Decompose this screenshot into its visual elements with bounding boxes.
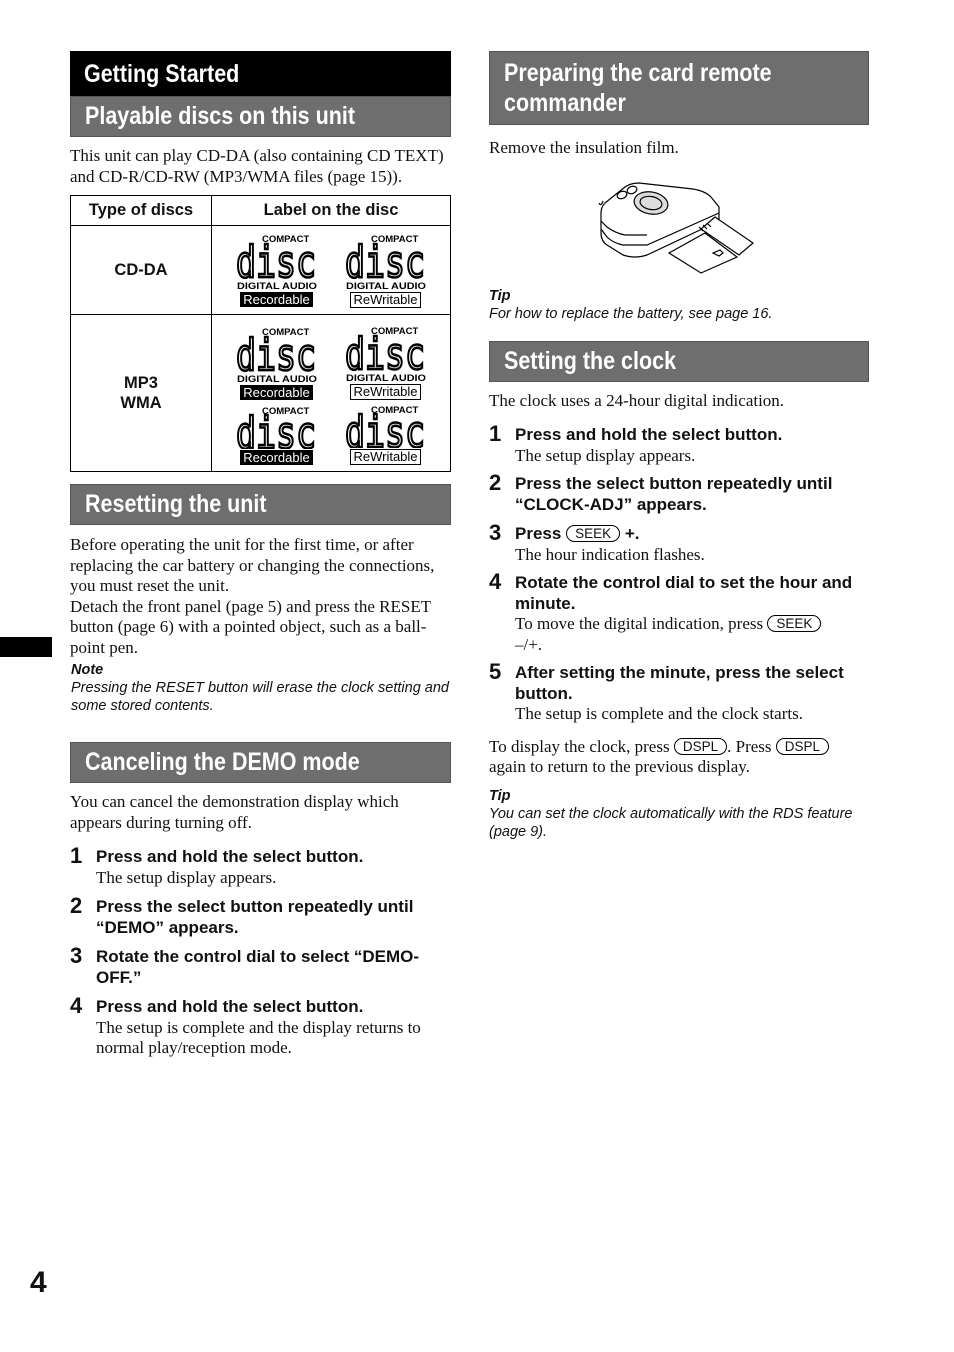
step-heading: Rotate the control dial to select “DEMO-OFF.”	[96, 947, 420, 987]
table-cell-logos	[212, 315, 451, 472]
step-number: 5	[489, 659, 502, 684]
card-remote-body: Remove the insulation film.	[489, 138, 679, 157]
recordable-label: Recordable	[240, 292, 313, 307]
compact-disc-icon	[345, 325, 427, 383]
rewritable-label: ReWritable	[350, 292, 420, 308]
table-cell-type	[71, 315, 212, 472]
note-label: Note	[71, 662, 104, 678]
table-cell-type	[71, 226, 212, 315]
svg-text:DIGITAL AUDIO: DIGITAL AUDIO	[236, 281, 317, 291]
rewritable-label: ReWritable	[350, 449, 420, 465]
card-remote-icon	[597, 173, 757, 283]
seek-key-label: SEEK	[767, 615, 821, 632]
section-tab-marker	[0, 637, 52, 657]
svg-text:disc: disc	[344, 329, 425, 380]
demo-intro: You can cancel the demonstration display which appears during turning off.	[70, 792, 399, 832]
demo-step	[70, 943, 451, 988]
step-number: 2	[70, 893, 83, 918]
disc-type-line: WMA	[120, 394, 162, 412]
cd-recordable-logo	[236, 233, 318, 307]
section-title: Getting Started	[84, 60, 240, 88]
compact-disc-icon	[236, 233, 318, 291]
section-title-bar	[70, 51, 451, 96]
table-header-type: Type of discs	[71, 196, 212, 226]
step-description: The setup display appears.	[515, 445, 696, 465]
demo-heading-bar	[70, 742, 451, 783]
clock-heading: Setting the clock	[504, 346, 677, 375]
card-remote-heading-line1: Preparing the card remote	[504, 59, 772, 87]
table-row-mp3-wma	[71, 315, 451, 472]
clock-step	[489, 520, 869, 565]
step-number: 1	[489, 421, 502, 446]
svg-text:COMPACT: COMPACT	[261, 326, 309, 338]
svg-text:DIGITAL AUDIO: DIGITAL AUDIO	[345, 373, 426, 383]
svg-text:disc: disc	[235, 329, 316, 381]
clock-heading-bar	[489, 341, 869, 382]
svg-text:COMPACT: COMPACT	[370, 326, 418, 337]
compact-disc-icon	[345, 233, 427, 291]
logo-row	[212, 404, 450, 465]
table-header-label: Label on the disc	[212, 196, 451, 226]
step-heading-post: +.	[624, 524, 640, 543]
card-remote-tip	[489, 287, 869, 323]
clock-step	[489, 470, 869, 515]
compact-disc-icon	[236, 405, 318, 449]
step-number: 2	[489, 470, 502, 495]
step-description	[515, 614, 869, 655]
svg-text:disc: disc	[344, 236, 425, 288]
clock-intro: The clock uses a 24-hour digital indication.	[489, 390, 785, 410]
step-description: The setup is complete and the clock starts.	[515, 704, 803, 723]
note-text: Pressing the RESET button will erase the clock setting and some stored contents.	[71, 680, 449, 714]
recordable-label: Recordable	[240, 450, 313, 465]
resetting-heading: Resetting the unit	[85, 490, 267, 518]
resetting-heading-bar	[70, 484, 451, 525]
svg-text:disc: disc	[235, 407, 316, 449]
demo-steps	[70, 843, 451, 1059]
cd-recordable-logo	[236, 405, 318, 465]
disc-types-table	[70, 195, 451, 472]
step-heading: Press and hold the select button.	[96, 997, 364, 1016]
step-description: The hour indication flashes.	[515, 544, 705, 564]
resetting-body-2: Detach the front panel (page 5) and press the RESET button (page 6) with a pointed object, such as a ball-point pen.	[70, 596, 431, 657]
seek-key-label: SEEK	[566, 525, 620, 542]
clock-steps	[489, 421, 869, 725]
table-cell-logos	[212, 226, 451, 315]
table-header-row	[71, 196, 451, 226]
step-heading: Press the select button repeatedly until “CLOCK-ADJ” appears.	[515, 474, 833, 514]
disc-type-line: MP3	[124, 374, 158, 392]
step-number: 4	[489, 569, 502, 594]
step-heading: After setting the minute, press the select button.	[515, 663, 844, 703]
step-number: 3	[489, 520, 502, 545]
rewritable-label: ReWritable	[350, 384, 420, 400]
step-number: 3	[70, 943, 83, 968]
tip-text: For how to replace the battery, see page 16.	[489, 305, 773, 322]
playable-discs-heading: Playable discs on this unit	[85, 102, 356, 130]
demo-step	[70, 843, 451, 888]
demo-step	[70, 993, 451, 1059]
demo-step	[70, 893, 451, 938]
tip-label: Tip	[489, 787, 511, 804]
cd-rewritable-logo	[345, 404, 427, 465]
step-description: The setup display appears.	[96, 867, 277, 887]
step-heading: Rotate the control dial to set the hour and minute.	[515, 573, 853, 613]
step-desc-post: –/+.	[515, 634, 543, 654]
step-number: 1	[70, 843, 83, 868]
demo-heading: Canceling the DEMO mode	[85, 748, 360, 776]
playable-intro: This unit can play CD-DA (also containing CD TEXT) and CD-R/CD-RW (MP3/WMA files (page 15)).	[70, 146, 444, 186]
svg-text:DIGITAL AUDIO: DIGITAL AUDIO	[345, 280, 426, 291]
tip-label: Tip	[489, 287, 511, 304]
card-remote-heading-bar	[489, 51, 869, 125]
remote-illustration	[489, 159, 869, 289]
svg-text:COMPACT: COMPACT	[261, 234, 309, 245]
recordable-label: Recordable	[240, 385, 313, 400]
dspl-key-label: DSPL	[776, 738, 829, 755]
svg-text:COMPACT: COMPACT	[370, 405, 418, 416]
left-column	[70, 51, 451, 1059]
cd-rewritable-logo	[345, 325, 427, 400]
compact-disc-icon	[345, 404, 427, 448]
dspl-key-label: DSPL	[674, 738, 727, 755]
svg-text:disc: disc	[344, 407, 425, 448]
step-heading-pre: Press	[515, 524, 562, 543]
step-heading: Press and hold the select button.	[515, 425, 783, 444]
cd-recordable-logo	[236, 326, 318, 400]
logo-row	[212, 325, 450, 400]
display-text-post: again to return to the previous display.	[489, 757, 750, 776]
table-row-cdda	[71, 226, 451, 315]
logo-row	[212, 233, 450, 308]
resetting-body: Before operating the unit for the first time, or after replacing the car battery or changing the connections, you must reset the unit.	[70, 535, 435, 595]
svg-text:disc: disc	[235, 237, 316, 288]
right-column	[489, 51, 869, 841]
step-desc-pre: To move the digital indication, press	[515, 614, 764, 633]
card-remote-heading-line2: commander	[504, 89, 626, 117]
tip-text: You can set the clock automatically with the RDS feature (page 9).	[489, 805, 853, 840]
display-text-mid: . Press	[727, 736, 772, 756]
clock-tip	[489, 787, 869, 841]
compact-disc-icon	[236, 326, 318, 384]
page-number: 4	[30, 1266, 47, 1299]
svg-text:COMPACT: COMPACT	[370, 233, 418, 245]
step-heading	[515, 524, 869, 545]
svg-text:COMPACT: COMPACT	[261, 405, 309, 417]
disc-type-line: CD-DA	[114, 261, 168, 279]
clock-step	[489, 659, 869, 725]
clock-step	[489, 569, 869, 655]
cd-rewritable-logo	[345, 233, 427, 308]
step-heading: Press and hold the select button.	[96, 847, 364, 866]
clock-step	[489, 421, 869, 466]
step-number: 4	[70, 993, 83, 1018]
svg-text:DIGITAL AUDIO: DIGITAL AUDIO	[236, 373, 317, 384]
step-heading: Press the select button repeatedly until “DEMO” appears.	[96, 897, 414, 937]
resetting-note	[70, 661, 451, 715]
playable-discs-heading-bar	[70, 96, 451, 137]
display-text-pre: To display the clock, press	[489, 736, 670, 756]
step-description: The setup is complete and the display returns to normal play/reception mode.	[96, 1017, 421, 1057]
clock-display-instructions	[489, 737, 869, 778]
